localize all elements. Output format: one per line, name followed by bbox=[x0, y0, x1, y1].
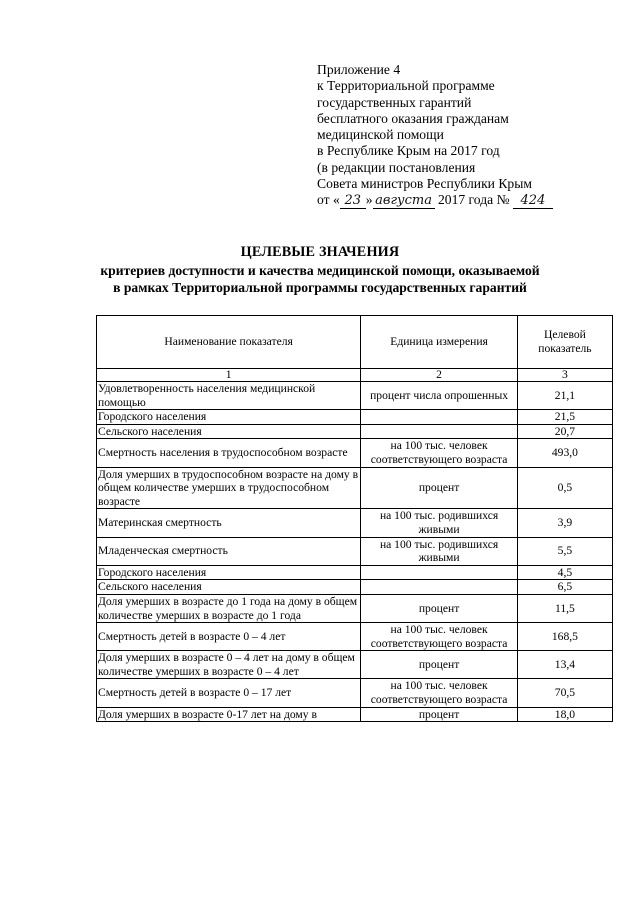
target-value-cell: 20,7 bbox=[517, 424, 612, 439]
target-value-cell: 11,5 bbox=[517, 594, 612, 622]
column-numbers-row bbox=[97, 369, 613, 382]
table-row bbox=[97, 467, 613, 509]
document-title bbox=[0, 244, 640, 297]
appendix-line: медицинской помощи bbox=[317, 127, 444, 143]
unit-cell: на 100 тыс. родившихся живыми bbox=[361, 537, 518, 565]
appendix-line: (в редакции постановления bbox=[317, 159, 476, 175]
appendix-line: Приложение 4 bbox=[317, 62, 401, 77]
indicator-name-cell: Городского населения bbox=[97, 410, 361, 425]
table-row bbox=[97, 565, 613, 580]
target-value-cell: 18,0 bbox=[517, 707, 612, 722]
title-subtitle-1: критериев доступности и качества медицинской помощи, оказываемой bbox=[100, 262, 540, 278]
table-row bbox=[97, 509, 613, 537]
indicator-name-cell: Доля умерших в трудоспособном возрасте на дому в общем количестве умерших в трудоспособном возрасте bbox=[97, 467, 361, 509]
table-row bbox=[97, 580, 613, 595]
handwritten-number: 424 bbox=[513, 194, 553, 209]
appendix-line: государственных гарантий bbox=[317, 94, 472, 110]
target-value-cell: 493,0 bbox=[517, 439, 612, 467]
indicator-name-cell: Доля умерших в возрасте до 1 года на дому в общем количестве умерших в возрасте до 1 года bbox=[97, 594, 361, 622]
criteria-table bbox=[96, 315, 613, 722]
table-row bbox=[97, 382, 613, 410]
title-subtitle-2: в рамках Территориальной программы государственных гарантий bbox=[113, 280, 527, 295]
target-value-cell: 21,1 bbox=[517, 382, 612, 410]
target-value-cell: 70,5 bbox=[517, 679, 612, 707]
table-row bbox=[97, 537, 613, 565]
unit-cell: процент bbox=[361, 707, 518, 722]
indicator-name-cell: Сельского населения bbox=[97, 580, 361, 595]
title-main: ЦЕЛЕВЫЕ ЗНАЧЕНИЯ bbox=[240, 244, 400, 260]
table-row bbox=[97, 594, 613, 622]
unit-cell bbox=[361, 410, 518, 425]
unit-cell: процент bbox=[361, 594, 518, 622]
column-number: 2 bbox=[361, 369, 518, 382]
appendix-header bbox=[317, 62, 617, 209]
indicator-name-cell: Смертность населения в трудоспособном возрасте bbox=[97, 439, 361, 467]
target-value-cell: 21,5 bbox=[517, 410, 612, 425]
date-prefix: от « bbox=[317, 192, 340, 208]
indicator-name-cell: Удовлетворенность населения медицинской помощью bbox=[97, 382, 361, 410]
target-value-cell: 168,5 bbox=[517, 623, 612, 651]
handwritten-day: 23 bbox=[340, 194, 366, 209]
column-number: 1 bbox=[97, 369, 361, 382]
indicator-name-cell: Доля умерших в возрасте 0 – 4 лет на дому в общем количестве умерших в возрасте 0 – 4 лет bbox=[97, 651, 361, 679]
target-value-cell: 3,9 bbox=[517, 509, 612, 537]
table-row bbox=[97, 679, 613, 707]
appendix-line: в Республике Крым на 2017 год bbox=[317, 143, 500, 159]
indicator-name-cell: Доля умерших в возрасте 0-17 лет на дому в bbox=[97, 707, 361, 722]
indicator-name-cell: Материнская смертность bbox=[97, 509, 361, 537]
target-value-cell: 6,5 bbox=[517, 580, 612, 595]
appendix-line: к Территориальной программе bbox=[317, 78, 495, 94]
target-value-cell: 5,5 bbox=[517, 537, 612, 565]
header-target-value: Целевой показатель bbox=[517, 316, 612, 369]
unit-cell: на 100 тыс. родившихся живыми bbox=[361, 509, 518, 537]
number-sign: № bbox=[496, 192, 510, 208]
indicator-name-cell: Городского населения bbox=[97, 565, 361, 580]
appendix-line: бесплатного оказания гражданам bbox=[317, 110, 509, 126]
unit-cell: процент числа опрошенных bbox=[361, 382, 518, 410]
unit-cell: на 100 тыс. человек соответствующего возраста bbox=[361, 679, 518, 707]
header-indicator-name: Наименование показателя bbox=[97, 316, 361, 369]
indicator-name-cell: Смертность детей в возрасте 0 – 4 лет bbox=[97, 623, 361, 651]
unit-cell bbox=[361, 565, 518, 580]
resolution-date-line bbox=[317, 192, 617, 209]
indicator-name-cell: Сельского населения bbox=[97, 424, 361, 439]
target-value-cell: 0,5 bbox=[517, 467, 612, 509]
table-row bbox=[97, 424, 613, 439]
header-unit: Единица измерения bbox=[361, 316, 518, 369]
indicator-name-cell: Младенческая смертность bbox=[97, 537, 361, 565]
table-row bbox=[97, 439, 613, 467]
date-year: 2017 года bbox=[437, 192, 494, 208]
handwritten-month: августа bbox=[373, 194, 435, 209]
unit-cell bbox=[361, 424, 518, 439]
unit-cell: на 100 тыс. человек соответствующего возраста bbox=[361, 439, 518, 467]
unit-cell: процент bbox=[361, 467, 518, 509]
unit-cell bbox=[361, 580, 518, 595]
table-row bbox=[97, 651, 613, 679]
table-row bbox=[97, 707, 613, 722]
date-separator: » bbox=[365, 192, 373, 208]
table-row bbox=[97, 410, 613, 425]
target-value-cell: 4,5 bbox=[517, 565, 612, 580]
indicator-name-cell: Смертность детей в возрасте 0 – 17 лет bbox=[97, 679, 361, 707]
target-value-cell: 13,4 bbox=[517, 651, 612, 679]
table-row bbox=[97, 623, 613, 651]
unit-cell: на 100 тыс. человек соответствующего возраста bbox=[361, 623, 518, 651]
unit-cell: процент bbox=[361, 651, 518, 679]
column-number: 3 bbox=[517, 369, 612, 382]
appendix-line: Совета министров Республики Крым bbox=[317, 176, 532, 192]
